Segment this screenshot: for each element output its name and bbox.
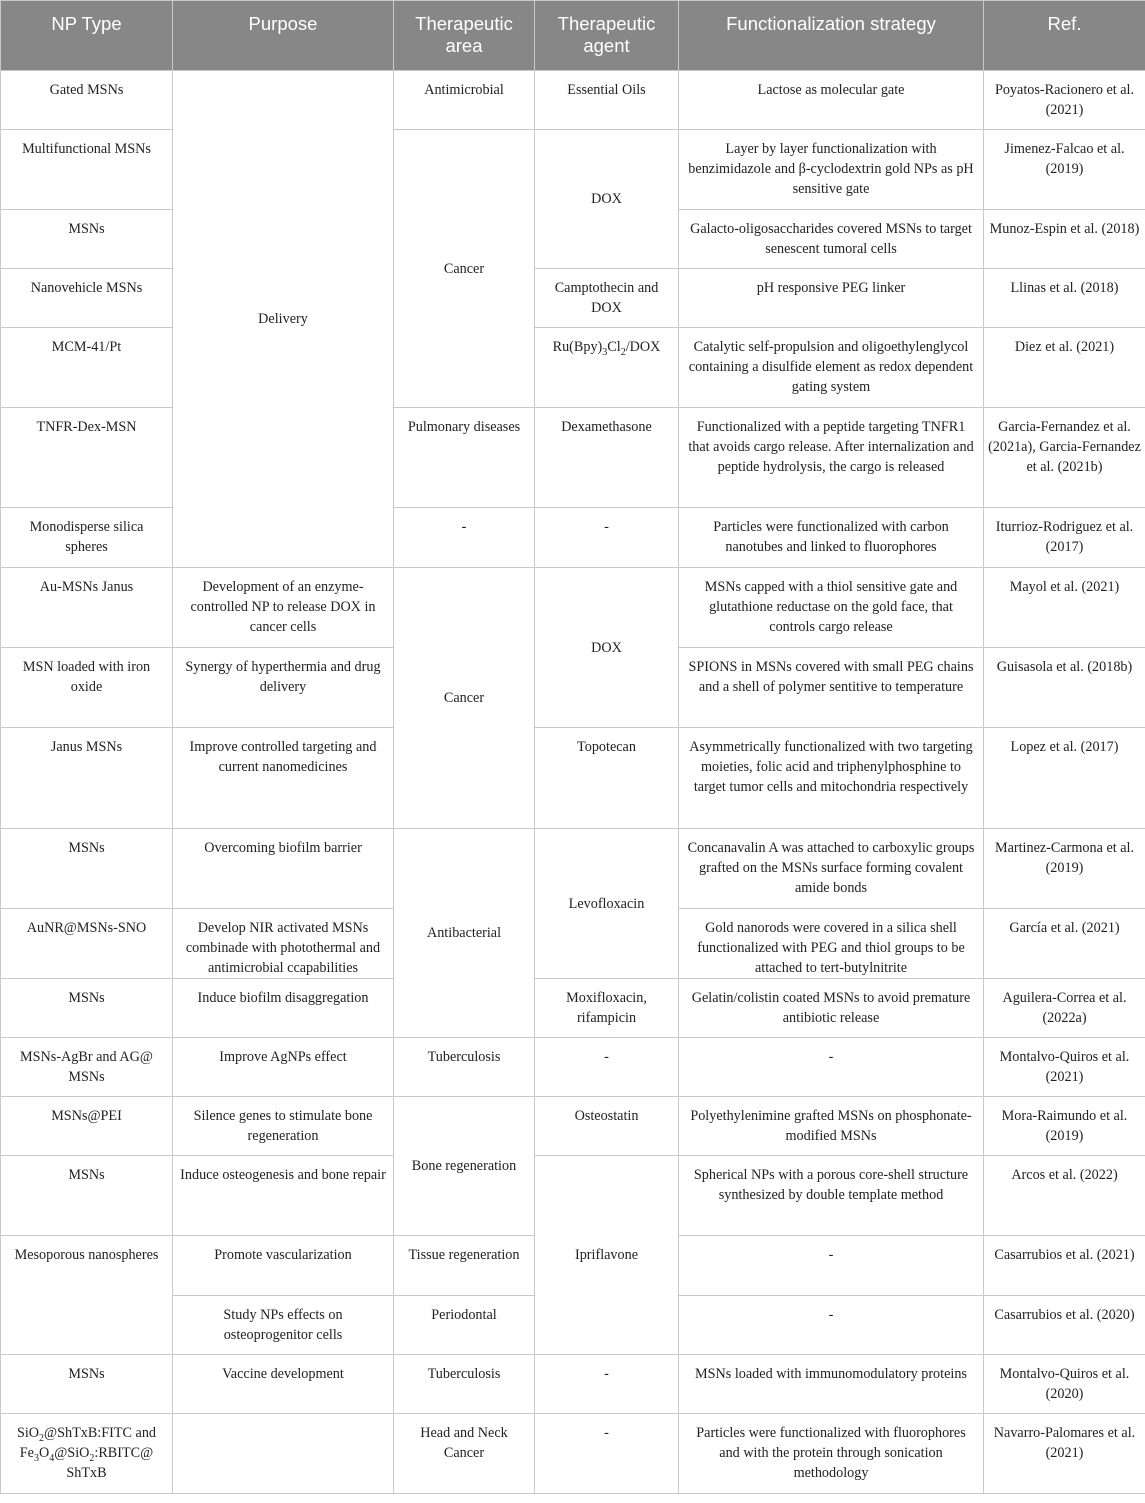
ref-cell: Iturrioz-Rodriguez et al. (2017)	[984, 508, 1145, 568]
functionalization-cell: Particles were functionalized with carbon nanotubes and linked to fluorophores	[679, 508, 984, 568]
ref-cell: Martinez-Carmona et al. (2019)	[984, 829, 1145, 909]
purpose-cell: Overcoming biofilm barrier	[173, 829, 394, 909]
np-type-cell: Janus MSNs	[1, 728, 173, 829]
table-row	[1, 1038, 1145, 1097]
therapeutic-area-cell: -	[394, 508, 535, 568]
table-row	[1, 408, 1145, 508]
np-text: SiO	[16, 1425, 40, 1441]
ref-cell: Mora-Raimundo et al. (2019)	[984, 1097, 1145, 1156]
np-type-cell: MSNs	[1, 979, 173, 1038]
ref-cell: Jimenez-Falcao et al. (2019)	[984, 130, 1145, 210]
np-subscript: 2	[39, 1432, 45, 1444]
np-text: O	[38, 1445, 50, 1461]
ref-cell: Guisasola et al. (2018b)	[984, 648, 1145, 728]
np-type-cell: Nanovehicle MSNs	[1, 269, 173, 328]
col-header-therapeutic-area: Therapeutic area	[394, 1, 535, 71]
purpose-cell	[173, 1414, 394, 1494]
ref-cell: Casarrubios et al. (2021)	[984, 1236, 1145, 1296]
ref-cell: Montalvo-Quiros et al. (2021)	[984, 1038, 1145, 1097]
table-row	[1, 269, 1145, 328]
therapeutic-agent-cell: DOX	[535, 568, 679, 728]
ref-cell: Lopez et al. (2017)	[984, 728, 1145, 829]
therapeutic-agent-cell: -	[535, 1355, 679, 1414]
np-subscript: 2	[89, 1452, 95, 1464]
agent-subscript: 2	[620, 346, 626, 358]
header-row	[1, 1, 1145, 71]
therapeutic-area-cell: Tuberculosis	[394, 1355, 535, 1414]
np-text: @ShTxB:FITC and Fe	[19, 1425, 157, 1461]
functionalization-cell: SPIONS in MSNs covered with small PEG chains and a shell of polymer sentitive to temperature	[679, 648, 984, 728]
therapeutic-agent-cell: -	[535, 508, 679, 568]
ref-cell: Arcos et al. (2022)	[984, 1156, 1145, 1236]
functionalization-cell: Lactose as molecular gate	[679, 71, 984, 130]
therapeutic-agent-cell: -	[535, 1038, 679, 1097]
therapeutic-agent-cell: Dexamethasone	[535, 408, 679, 508]
purpose-cell: Vaccine development	[173, 1355, 394, 1414]
purpose-cell: Study NPs effects on osteoprogenitor cells	[173, 1296, 394, 1355]
agent-subscript: 3	[602, 346, 608, 358]
agent-text: /DOX	[625, 339, 661, 355]
np-type-cell: MSNs	[1, 1355, 173, 1414]
ref-cell: Llinas et al. (2018)	[984, 269, 1145, 328]
np-subscript: 4	[49, 1452, 55, 1464]
functionalization-cell: Galacto-oligosaccharides covered MSNs to target senescent tumoral cells	[679, 210, 984, 269]
therapeutic-agent-cell: Essential Oils	[535, 71, 679, 130]
therapeutic-agent-cell: Osteostatin	[535, 1097, 679, 1156]
np-type-cell: MSN loaded with iron oxide	[1, 648, 173, 728]
col-header-purpose: Purpose	[173, 1, 394, 71]
therapeutic-area-cell: Antimicrobial	[394, 71, 535, 130]
np-type-cell	[1, 1414, 173, 1494]
therapeutic-area-cell: Tissue regeneration	[394, 1236, 535, 1296]
table-row	[1, 728, 1145, 829]
ref-cell: Diez et al. (2021)	[984, 328, 1145, 408]
ref-cell: Garcia-Fernandez et al. (2021a), Garcia-Fernandez et al. (2021b)	[984, 408, 1145, 508]
functionalization-cell: Particles were functionalized with fluorophores and with the protein through sonication methodology	[679, 1414, 984, 1494]
np-type-cell: MSNs	[1, 1156, 173, 1236]
therapeutic-area-cell: Pulmonary diseases	[394, 408, 535, 508]
np-text: :RBITC@ ShTxB	[66, 1445, 154, 1481]
col-header-therapeutic-agent: Therapeutic agent	[535, 1, 679, 71]
functionalization-cell: MSNs capped with a thiol sensitive gate and glutathione reductase on the gold face, that controls cargo release	[679, 568, 984, 648]
np-subscript: 3	[33, 1452, 39, 1464]
purpose-cell: Improve AgNPs effect	[173, 1038, 394, 1097]
functionalization-cell: -	[679, 1038, 984, 1097]
therapeutic-agent-cell: -	[535, 1414, 679, 1494]
functionalization-cell: Asymmetrically functionalized with two targeting moieties, folic acid and triphenylphosphine to target tumor cells and mitochondria respectively	[679, 728, 984, 829]
agent-text: Cl	[607, 339, 621, 355]
therapeutic-area-cell: Periodontal	[394, 1296, 535, 1355]
functionalization-cell: Gold nanorods were covered in a silica shell functionalized with PEG and thiol groups to be attached to tert-butylnitrite	[679, 909, 984, 979]
therapeutic-area-cell: Antibacterial	[394, 829, 535, 1038]
np-type-cell: TNFR-Dex-MSN	[1, 408, 173, 508]
np-type-cell: MSNs	[1, 829, 173, 909]
ref-cell: Poyatos-Racionero et al. (2021)	[984, 71, 1145, 130]
purpose-cell: Induce osteogenesis and bone repair	[173, 1156, 394, 1236]
purpose-cell: Promote vascularization	[173, 1236, 394, 1296]
table-row	[1, 130, 1145, 210]
functionalization-cell: Gelatin/colistin coated MSNs to avoid premature antibiotic release	[679, 979, 984, 1038]
therapeutic-agent-cell: Levofloxacin	[535, 829, 679, 979]
table-row	[1, 1156, 1145, 1236]
ref-cell: Casarrubios et al. (2020)	[984, 1296, 1145, 1355]
therapeutic-area-cell: Cancer	[394, 568, 535, 829]
therapeutic-agent-cell: DOX	[535, 130, 679, 269]
np-type-cell: MSNs	[1, 210, 173, 269]
purpose-cell: Synergy of hyperthermia and drug delivery	[173, 648, 394, 728]
therapeutic-agent-cell: Camptothecin and DOX	[535, 269, 679, 328]
np-type-cell: Mesoporous nanospheres	[1, 1236, 173, 1355]
therapeutic-agent-cell	[535, 328, 679, 408]
np-text: @SiO	[54, 1445, 90, 1461]
np-type-cell: AuNR@MSNs-SNO	[1, 909, 173, 979]
np-type-cell: Gated MSNs	[1, 71, 173, 130]
table-row	[1, 1414, 1145, 1494]
col-header-ref: Ref.	[984, 1, 1145, 71]
purpose-cell: Improve controlled targeting and current nanomedicines	[173, 728, 394, 829]
functionalization-cell: pH responsive PEG linker	[679, 269, 984, 328]
col-header-functionalization: Functionalization strategy	[679, 1, 984, 71]
functionalization-cell: MSNs loaded with immunomodulatory proteins	[679, 1355, 984, 1414]
functionalization-cell: Polyethylenimine grafted MSNs on phosphonate-modified MSNs	[679, 1097, 984, 1156]
table-row	[1, 1097, 1145, 1156]
purpose-cell: Delivery	[173, 71, 394, 568]
col-header-np-type: NP Type	[1, 1, 173, 71]
therapeutic-agent-cell: Ipriflavone	[535, 1156, 679, 1355]
functionalization-cell: Functionalized with a peptide targeting TNFR1 that avoids cargo release. After internalization and peptide hydrolysis, the cargo is released	[679, 408, 984, 508]
np-type-cell: MSNs-AgBr and AG@ MSNs	[1, 1038, 173, 1097]
table-row	[1, 508, 1145, 568]
ref-cell: Munoz-Espin et al. (2018)	[984, 210, 1145, 269]
purpose-cell: Induce biofilm disaggregation	[173, 979, 394, 1038]
purpose-cell: Development of an enzyme-controlled NP to release DOX in cancer cells	[173, 568, 394, 648]
agent-text: Ru(Bpy)	[552, 339, 603, 355]
ref-cell: Aguilera-Correa et al. (2022a)	[984, 979, 1145, 1038]
therapeutic-area-cell: Bone regeneration	[394, 1097, 535, 1236]
ref-cell: Navarro-Palomares et al. (2021)	[984, 1414, 1145, 1494]
functionalization-cell: -	[679, 1296, 984, 1355]
table-row	[1, 1355, 1145, 1414]
np-type-cell: MCM-41/Pt	[1, 328, 173, 408]
purpose-cell: Develop NIR activated MSNs combinade with photothermal and antimicrobial ccapabilities	[173, 909, 394, 979]
np-type-cell: Monodisperse silica spheres	[1, 508, 173, 568]
therapeutic-agent-cell: Topotecan	[535, 728, 679, 829]
table-row	[1, 328, 1145, 408]
functionalization-cell: Layer by layer functionalization with benzimidazole and β-cyclodextrin gold NPs as pH sensitive gate	[679, 130, 984, 210]
table-row	[1, 71, 1145, 130]
np-type-cell: Au-MSNs Janus	[1, 568, 173, 648]
functionalization-cell: Catalytic self-propulsion and oligoethylenglycol containing a disulfide element as redox dependent gating system	[679, 328, 984, 408]
functionalization-cell: -	[679, 1236, 984, 1296]
therapeutic-area-cell: Cancer	[394, 130, 535, 408]
table-row	[1, 829, 1145, 909]
purpose-cell: Silence genes to stimulate bone regeneration	[173, 1097, 394, 1156]
therapeutic-area-cell: Head and Neck Cancer	[394, 1414, 535, 1494]
functionalization-cell: Spherical NPs with a porous core-shell structure synthesized by double template method	[679, 1156, 984, 1236]
np-type-cell: MSNs@PEI	[1, 1097, 173, 1156]
therapeutic-agent-cell: Moxifloxacin, rifampicin	[535, 979, 679, 1038]
functionalization-cell: Concanavalin A was attached to carboxylic groups grafted on the MSNs surface forming covalent amide bonds	[679, 829, 984, 909]
ref-cell: Mayol et al. (2021)	[984, 568, 1145, 648]
therapeutic-area-cell: Tuberculosis	[394, 1038, 535, 1097]
np-type-cell: Multifunctional MSNs	[1, 130, 173, 210]
ref-cell: Montalvo-Quiros et al. (2020)	[984, 1355, 1145, 1414]
ref-cell: García et al. (2021)	[984, 909, 1145, 979]
table-row	[1, 979, 1145, 1038]
table-row	[1, 568, 1145, 648]
